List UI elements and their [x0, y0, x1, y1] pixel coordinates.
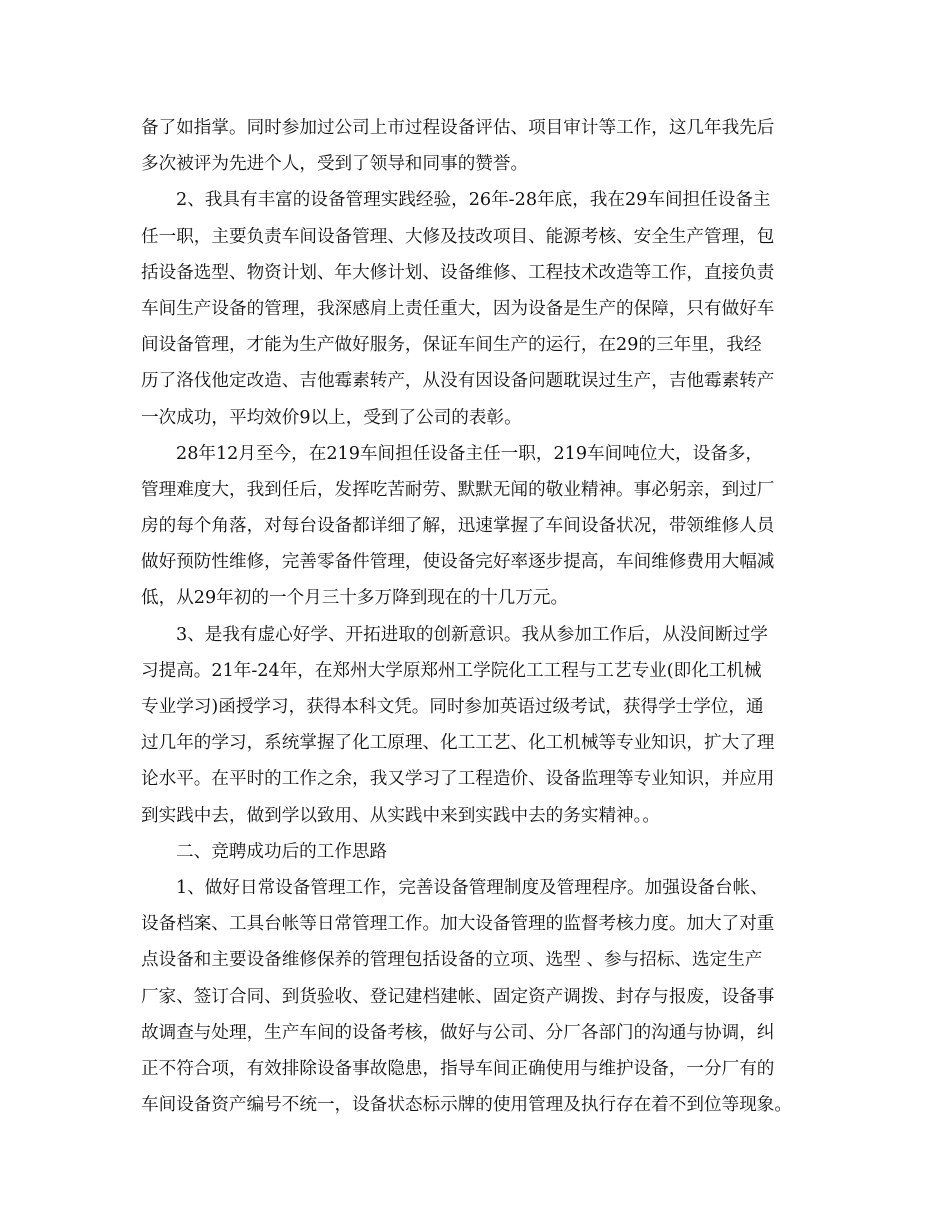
- text-line: 正不符合项，有效排除设备事故隐患，指导车间正确使用与维护设备，一分厂有的: [141, 1058, 775, 1079]
- text-line: 专业学习)函授学习，获得本科文凭。同时参加英语过级考试，获得学士学位，通: [141, 697, 764, 717]
- text-line: 做好预防性维修，完善零备件管理，使设备完好率逐步提高，车间维修费用大幅减: [141, 552, 775, 573]
- document-body: [141, 110, 831, 1123]
- text-line: 房的每个角落，对每台设备都详细了解，迅速掌握了车间设备状况，带领维修人员: [141, 516, 775, 537]
- text-line: 过几年的学习，系统掌握了化工原理、化工工艺、化工机械等专业知识，扩大了理: [141, 733, 775, 754]
- text-line: 到实践中去，做到学以致用、从实践中来到实践中去的务实精神。。: [141, 805, 661, 826]
- text-line: 厂家、签订合同、到货验收、登记建档建帐、固定资产调拨、封存与报废，设备事: [141, 986, 775, 1007]
- text-line: 多次被评为先进个人，受到了领导和同事的赞誉。: [141, 154, 529, 175]
- text-line: 低，从29年初的一个月三十多万降到现在的十几万元。: [141, 588, 569, 609]
- paragraph-start-line: 1、做好日常设备管理工作，完善设备管理制度及管理程序。加强设备台帐、: [176, 877, 768, 898]
- text-line: 车间设备资产编号不统一，设备状态标示牌的使用管理及执行存在着不到位等现象。: [141, 1095, 792, 1116]
- text-line: 点设备和主要设备维修保养的管理包括设备的立项、选型 、参与招标、选定生产: [141, 950, 763, 971]
- text-line: 管理难度大，我到任后，发挥吃苦耐劳、默默无闻的敬业精神。事必躬亲，到过厂: [141, 479, 775, 500]
- paragraph-start-line: 28年12月至今，在219车间担任设备主任一职，219车间吨位大，设备多，: [176, 443, 763, 464]
- text-line: 间设备管理，才能为生产做好服务，保证车间生产的运行，在29的三年里，我经: [141, 335, 762, 356]
- text-line: 论水平。在平时的工作之余，我又学习了工程造价、设备监理等专业知识，并应用: [141, 769, 775, 790]
- text-line: 任一职，主要负责车间设备管理、大修及技改项目、能源考核、安全生产管理，包: [141, 226, 775, 247]
- text-line: 故调查与处理，生产车间的设备考核，做好与公司、分厂各部门的沟通与协调，纠: [141, 1022, 775, 1043]
- text-line: 习提高。21年-24年，在郑州大学原郑州工学院化工工程与工艺专业(即化工机械: [141, 660, 762, 681]
- paragraph-start-line: 3、是我有虚心好学、开拓进取的创新意识。我从参加工作后，从没间断过学: [176, 624, 768, 645]
- text-line: 备了如指掌。同时参加过公司上市过程设备评估、项目审计等工作，这几年我先后: [141, 118, 775, 138]
- text-line: 一次成功，平均效价9以上，受到了公司的表彰。: [141, 407, 522, 428]
- text-line: 车间生产设备的管理，我深感肩上责任重大，因为设备是生产的保障，只有做好车: [141, 298, 775, 319]
- text-line: 设备档案、工具台帐等日常管理工作。加大设备管理的监督考核力度。加大了对重: [141, 914, 775, 935]
- section-heading: 二、竞聘成功后的工作思路: [176, 841, 388, 862]
- text-line: 括设备选型、物资计划、年大修计划、设备维修、工程技术改造等工作，直接负责: [141, 262, 775, 283]
- paragraph-start-line: 2、我具有丰富的设备管理实践经验，26年-28年底，我在29车间担任设备主: [176, 190, 771, 211]
- text-line: 历了洛伐他定改造、吉他霉素转产，从没有因设备问题耽误过生产，吉他霉素转产: [141, 371, 775, 392]
